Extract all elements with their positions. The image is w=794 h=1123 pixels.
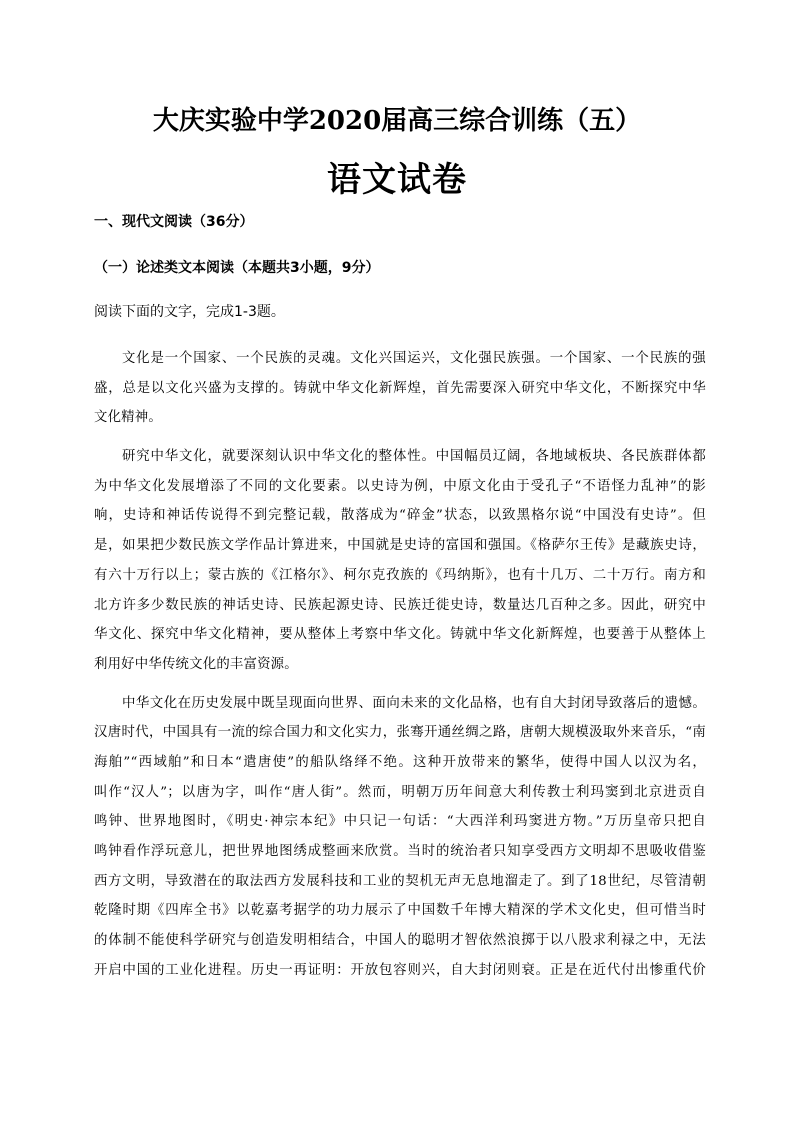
paragraph-line: 研究中华文化，就要深刻认识中华文化的整体性。中国幅员辽阔，各地域板块、各民族群体都 [122, 449, 706, 465]
paragraph-line: 盛，总是以文化兴盛为支撑的。铸就中华文化新辉煌，首先需要深入研究中华文化，不断探究中华 [94, 380, 706, 396]
paragraph-line: 北方许多少数民族的神话史诗、民族起源史诗、民族迁徙史诗，数量达几百种之多。因此，研究中 [94, 597, 706, 613]
paragraph-line: 利用好中华传统文化的丰富资源。 [94, 656, 298, 672]
paragraph [94, 344, 706, 433]
paragraph-line: 乾隆时期《四库全书》以乾嘉考据学的功力展示了中国数千年博大精深的学术文化史，但可惜当时 [94, 903, 706, 919]
paragraph-line: 文化是一个国家、一个民族的灵魂。文化兴国运兴，文化强民族强。一个国家、一个民族的强 [122, 351, 706, 366]
paragraph-line: 汉唐时代，中国具有一流的综合国力和文化实力，张骞开通丝绸之路，唐朝大规模汲取外来音乐，“南 [94, 725, 706, 741]
paragraph [94, 689, 706, 986]
paragraph-line: 鸣钟看作浮玩意儿，把世界地图绣成整画来欣赏。当时的统治者只知享受西方文明却不思吸收借鉴 [94, 844, 706, 859]
paragraph-line: 的体制不能使科学研究与创造发明相结合，中国人的聪明才智依然浪掷于以八股求利禄之中，无法 [94, 933, 706, 949]
paragraph-line: 西方文明，导致潜在的取法西方发展科技和工业的契机无声无息地溜走了。到了18世纪，尽管清朝 [94, 873, 706, 889]
exam-subtitle: 语文试卷 [327, 160, 467, 200]
section-heading: 一、现代文阅读（36分） [94, 214, 254, 230]
paragraph-line: 有六十万行以上；蒙古族的《江格尔》、柯尔克孜族的《玛纳斯》，也有十几万、二十万行。南方和 [94, 567, 706, 583]
paragraph-line: 鸣钟、世界地图时，《明史·神宗本纪》中只记一句话：“大西洋利玛窦进方物。”万历皇帝只把自 [94, 814, 706, 830]
reading-passage [94, 344, 706, 985]
paragraph-line: 文化精神。 [94, 410, 162, 426]
paragraph-line: 响，史诗和神话传说得不到完整记载，散落成为“碎金”状态，以致黑格尔说“中国没有史诗”。但 [94, 508, 706, 524]
paragraph-line: 是，如果把少数民族文学作品计算进来，中国就是史诗的富国和强国。《格萨尔王传》是藏族史诗， [94, 538, 706, 554]
paragraph-line: 中华文化在历史发展中既呈现面向世界、面向未来的文化品格，也有自大封闭导致落后的遗憾。 [122, 695, 706, 711]
paragraph-line: 海舶”“西域舶”和日本“遣唐使”的船队络绎不绝。这种开放带来的繁华，使得中国人以汉为名， [94, 754, 706, 770]
subsection-heading: （一）论述类文本阅读（本题共3小题，9分） [94, 260, 380, 276]
paragraph-line: 开启中国的工业化进程。历史一再证明：开放包容则兴，自大封闭则衰。正是在近代付出惨重代价 [94, 962, 706, 978]
paragraph-line: 叫作“汉人”；以唐为字，叫作“唐人街”。然而，明朝万历年间意大利传教士利玛窦到北京进贡自 [94, 784, 706, 800]
paragraph-line: 为中华文化发展增添了不同的文化要素。以史诗为例，中原文化由于受孔子“不语怪力乱神”的影 [94, 478, 706, 494]
paragraph-line: 华文化、探究中华文化精神，要从整体上考察中华文化。铸就中华文化新辉煌，也要善于从整体上 [94, 627, 706, 643]
exam-title: 大庆实验中学2020届高三综合训练（五） [152, 106, 642, 136]
reading-instruction: 阅读下面的文字，完成1-3题。 [94, 304, 285, 320]
paragraph [94, 442, 706, 680]
